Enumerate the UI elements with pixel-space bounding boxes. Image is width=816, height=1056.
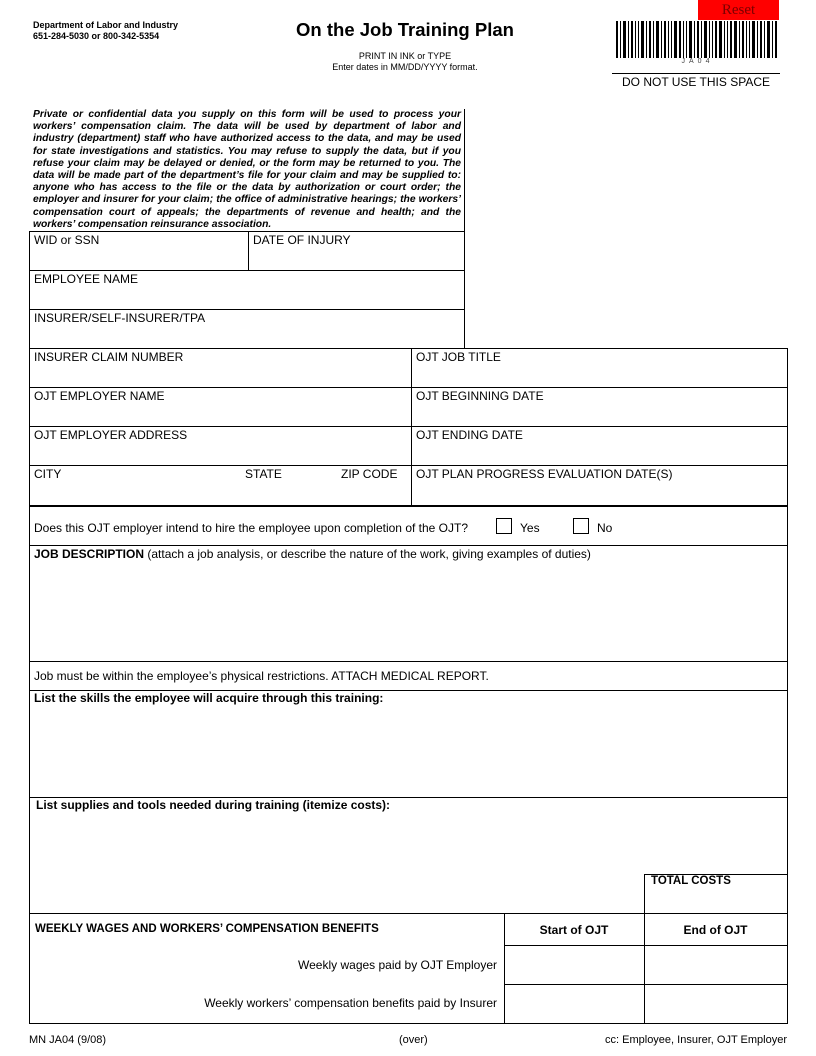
date-instructions: Enter dates in MM/DD/YYYY format.	[332, 62, 478, 72]
hire-question: Does this OJT employer intend to hire the employee upon completion of the OJT?	[34, 521, 469, 535]
barcode	[616, 21, 779, 61]
hire-yes-checkbox[interactable]	[496, 518, 512, 534]
job-description-label	[34, 547, 591, 561]
over-note: (over)	[399, 1034, 428, 1046]
job-description-field[interactable]	[29, 545, 787, 661]
state-label: STATE	[245, 467, 282, 481]
job-description-instructions: (attach a job analysis, or describe the nature of the work, giving examples of duties)	[147, 547, 591, 561]
wages-end-field[interactable]	[644, 945, 787, 984]
privacy-notice: Private or confidential data you supply on this form will be used to process your workers’ compensation claim. The data will be used by department of labor and industry (department) staff who have authorized access to the data, and may be used for state investigations and statistics. You may refuse to supply the data, but if you refuse your claim may be delayed or denied, or the form may be returned to you. The data will be made part of the department’s file for your claim and may be supplied to: anyone who has access to the file or the data by authorization or court order; the employer and insurer for your claim; the office of administrative hearings; the workers’ compensation court of appeals; the departments of revenue and health; and the workers’ compensation reinsurance association.	[33, 109, 461, 230]
weekly-wages-label: Weekly wages paid by OJT Employer	[298, 958, 497, 972]
weekly-benefits-label: Weekly workers’ compensation benefits paid by Insurer	[204, 996, 497, 1010]
ojt-beginning-date-label: OJT BEGINNING DATE	[416, 389, 544, 403]
employee-name-label: EMPLOYEE NAME	[34, 272, 139, 286]
instructions	[200, 51, 610, 73]
print-instructions: PRINT IN INK or TYPE	[358, 51, 452, 61]
skills-field[interactable]	[29, 690, 787, 797]
form-bottom-border	[29, 1023, 788, 1024]
barcode-caption: JA04	[681, 58, 714, 65]
form-title: On the Job Training Plan	[296, 19, 514, 40]
cc-note: cc: Employee, Insurer, OJT Employer	[605, 1034, 787, 1046]
city-label: CITY	[34, 467, 62, 481]
office-use-divider	[612, 73, 780, 74]
ojt-job-title-label: OJT JOB TITLE	[416, 350, 501, 364]
total-costs-label: TOTAL COSTS	[651, 875, 731, 887]
zip-code-label: ZIP CODE	[341, 467, 398, 481]
wages-start-field[interactable]	[504, 945, 644, 984]
office-use-label: DO NOT USE THIS SPACE	[621, 75, 771, 89]
department-name: Department of Labor and Industry	[33, 20, 179, 30]
skills-heading: List the skills the employee will acquire through this training:	[34, 691, 384, 705]
benefits-start-field[interactable]	[504, 984, 644, 1023]
ojt-employer-name-label: OJT EMPLOYER NAME	[34, 389, 165, 403]
wid-ssn-label: WID or SSN	[34, 233, 100, 247]
wages-heading: WEEKLY WAGES AND WORKERS’ COMPENSATION BENEFITS	[35, 923, 379, 935]
hire-yes-label: Yes	[520, 521, 540, 535]
form-id: MN JA04 (9/08)	[29, 1034, 107, 1046]
form-right-border	[787, 348, 788, 1023]
hire-no-label: No	[597, 521, 613, 535]
job-description-heading: JOB DESCRIPTION	[34, 547, 145, 561]
department-block	[33, 20, 178, 42]
privacy-box-right-border	[464, 109, 465, 348]
end-of-ojt-header: End of OJT	[683, 923, 748, 937]
row-divider	[29, 661, 788, 662]
row-divider	[29, 913, 788, 914]
supplies-heading: List supplies and tools needed during training (itemize costs):	[36, 798, 391, 812]
restrictions-note: Job must be within the employee’s physical restrictions. ATTACH MEDICAL REPORT.	[34, 669, 489, 683]
insurer-claim-number-label: INSURER CLAIM NUMBER	[34, 350, 184, 364]
reset-button[interactable]: Reset	[698, 0, 779, 20]
hire-no-checkbox[interactable]	[573, 518, 589, 534]
ojt-employer-address-label: OJT EMPLOYER ADDRESS	[34, 428, 188, 442]
department-phone: 651-284-5030 or 800-342-5354	[33, 31, 160, 41]
row-divider	[29, 505, 788, 507]
evaluation-dates-label: OJT PLAN PROGRESS EVALUATION DATE(S)	[416, 467, 673, 481]
ojt-ending-date-label: OJT ENDING DATE	[416, 428, 523, 442]
benefits-end-field[interactable]	[644, 984, 787, 1023]
insurer-label: INSURER/SELF-INSURER/TPA	[34, 311, 206, 325]
date-of-injury-label: DATE OF INJURY	[253, 233, 351, 247]
start-of-ojt-header: Start of OJT	[539, 923, 609, 937]
